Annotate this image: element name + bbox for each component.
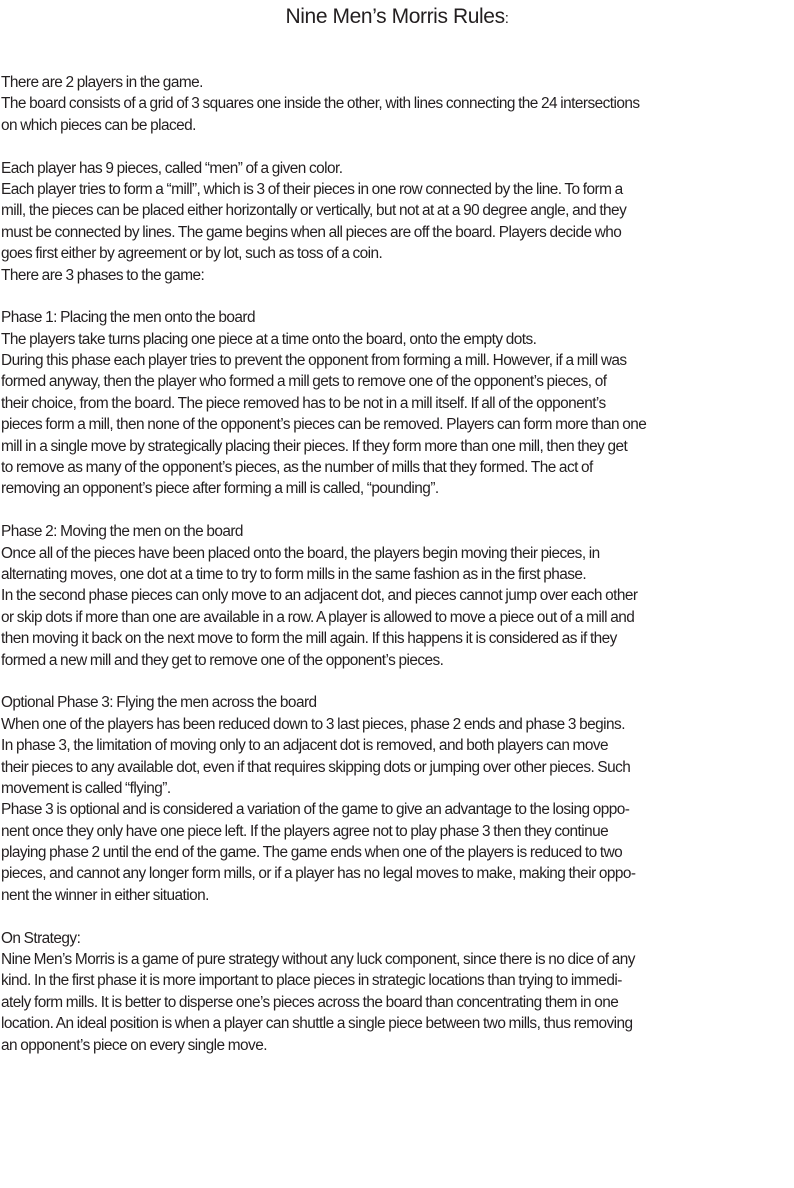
section-heading: Phase 1: Placing the men onto the board	[1, 309, 255, 327]
paragraph-line: The players take turns placing one piece at a time onto the board, onto the empty dots.	[1, 330, 537, 348]
paragraph-line: The board consists of a grid of 3 squares one inside the other, with lines connecting the 24 intersections	[1, 95, 640, 113]
paragraph-line: nent the winner in either situation.	[1, 886, 209, 904]
paragraph-line: goes first either by agreement or by lot, such as toss of a coin.	[1, 245, 383, 263]
paragraph-line: In phase 3, the limitation of moving only to an adjacent dot is removed, and both players can move	[1, 737, 608, 755]
rules-body	[1, 72, 793, 1056]
paragraph-line: an opponent’s piece on every single move.	[1, 1036, 267, 1054]
title-colon: :	[504, 10, 509, 27]
paragraph-line: There are 3 phases to the game:	[1, 266, 205, 284]
page-title	[0, 4, 794, 32]
paragraph-line: Once all of the pieces have been placed onto the board, the players begin moving their pieces, in	[1, 544, 600, 562]
paragraph-line: or skip dots if more than one are available in a row. A player is allowed to move a piece out of a mill and	[1, 608, 635, 626]
paragraph-line: Nine Men’s Morris is a game of pure strategy without any luck component, since there is no dice of any	[1, 951, 635, 969]
paragraph-line: pieces form a mill, then none of the opponent’s pieces can be removed. Players can form more than one	[1, 416, 647, 434]
paragraph-line: formed a new mill and they get to remove one of the opponent’s pieces.	[1, 651, 444, 669]
paragraph-line: Each player tries to form a “mill”, which is 3 of their pieces in one row connected by the line. To form a	[1, 180, 623, 198]
paragraph-line: nent once they only have one piece left. If the players agree not to play phase 3 then they continue	[1, 822, 609, 840]
paragraph-line: Phase 3 is optional and is considered a variation of the game to give an advantage to the losing oppo-	[1, 801, 630, 819]
paragraph-line: location. An ideal position is when a player can shuttle a single piece between two mills, thus removing	[1, 1015, 633, 1033]
paragraph-line: playing phase 2 until the end of the game. The game ends when one of the players is reduced to two	[1, 844, 623, 862]
section-spacer	[1, 500, 793, 521]
paragraph-line: on which pieces can be placed.	[1, 116, 196, 134]
paragraph-line: formed anyway, then the player who formed a mill gets to remove one of the opponent’s pieces, of	[1, 373, 607, 391]
paragraph-line: their choice, from the board. The piece removed has to be not in a mill itself. If all of the opponent’s	[1, 394, 606, 412]
paragraph-line: kind. In the first phase it is more important to place pieces in strategic locations than trying to immedi-	[1, 972, 622, 990]
section-spacer	[1, 671, 793, 692]
paragraph-line: pieces, and cannot any longer form mills, or if a player has no legal moves to make, making their oppo-	[1, 865, 636, 883]
paragraph-line: to remove as many of the opponent’s pieces, as the number of mills that they formed. The act of	[1, 459, 593, 477]
general-section	[1, 158, 793, 286]
paragraph-line: then moving it back on the next move to form the mill again. If this happens it is considered as if they	[1, 630, 617, 648]
section-heading: Optional Phase 3: Flying the men across the board	[1, 694, 317, 712]
paragraph-line: must be connected by lines. The game begins when all pieces are off the board. Players decide who	[1, 223, 622, 241]
section-heading: Phase 2: Moving the men on the board	[1, 523, 243, 541]
paragraph-line: In the second phase pieces can only move to an adjacent dot, and pieces cannot jump over each other	[1, 587, 638, 605]
phase1-section	[1, 307, 793, 500]
paragraph-line: There are 2 players in the game.	[1, 74, 203, 91]
intro-section	[1, 72, 793, 136]
paragraph-line: When one of the players has been reduced down to 3 last pieces, phase 2 ends and phase 3 begins.	[1, 715, 625, 733]
phase2-section	[1, 521, 793, 671]
paragraph-line: During this phase each player tries to prevent the opponent from forming a mill. However, if a mill was	[1, 352, 627, 370]
paragraph-line: alternating moves, one dot at a time to try to form mills in the same fashion as in the first phase.	[1, 565, 587, 583]
paragraph-line: their pieces to any available dot, even if that requires skipping dots or jumping over other pieces. Such	[1, 758, 631, 776]
paragraph-line: mill in a single move by strategically placing their pieces. If they form more than one mill, then they get	[1, 437, 628, 455]
paragraph-line: movement is called “flying”.	[1, 779, 171, 797]
paragraph-line: Each player has 9 pieces, called “men” of a given color.	[1, 159, 343, 177]
phase3-section	[1, 692, 793, 906]
paragraph-line: mill, the pieces can be placed either horizontally or vertically, but not at at a 90 degree angle, and they	[1, 202, 627, 220]
paragraph-line: ately form mills. It is better to disperse one’s pieces across the board than concentrating them in one	[1, 993, 619, 1011]
paragraph-line: removing an opponent’s piece after forming a mill is called, “pounding”.	[1, 480, 439, 498]
section-spacer	[1, 906, 793, 927]
strategy-section	[1, 928, 793, 1056]
section-spacer	[1, 136, 793, 157]
section-heading: On Strategy:	[1, 929, 81, 947]
title-text: Nine Men’s Morris Rules	[285, 5, 505, 28]
section-spacer	[1, 286, 793, 307]
